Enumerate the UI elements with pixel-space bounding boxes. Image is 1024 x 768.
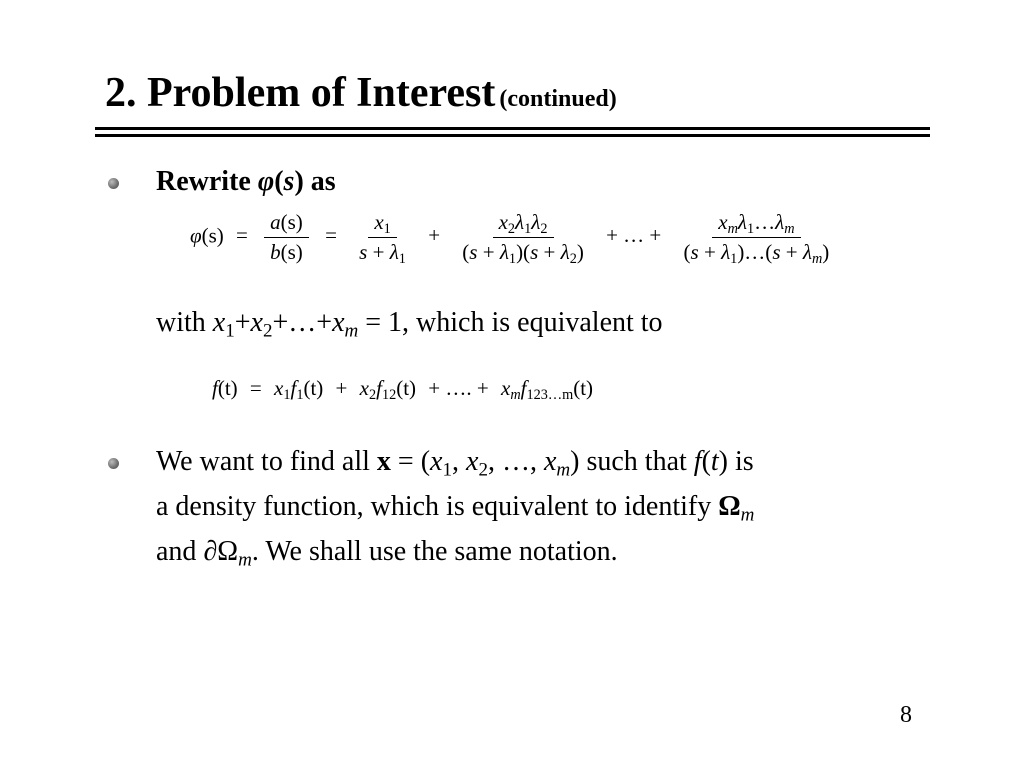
bullet2-line2: a density function, which is equivalent to identify $\Omega_m$ [156, 491, 755, 526]
phi-symbol: φ [257, 166, 275, 197]
bullet-dot [108, 458, 119, 469]
slide-title [105, 72, 617, 114]
bullet1-heading: Rewrite φ(s) as [156, 166, 336, 197]
constraint-line: with $x_1+x_2+\dots+x_m = 1$, which is equivalent to [156, 307, 663, 342]
title-rule-top [95, 127, 930, 130]
page-number: 8 [900, 702, 912, 728]
bullet-dot [108, 178, 119, 189]
bullet2-line1: We want to find all $x = (x_1$, $x_2$, …, $x_m$) such that f(t) is [156, 446, 754, 481]
equation-phi-expansion: φ(s) = $\frac{a(s)}{b(s)}$ = $\frac{x_1}{s + \lambda_1}$ + $\frac{x_2\lambda_1\lambda_2}{(s + \lambda_1)(s + \lambda_2)}$ + … + $\frac{x_m\lambda_1\dots\lambda_m}{(s + \lambda_1)\dots(s + \lambda_m)}$ [190, 212, 839, 263]
fraction-a-over-b: $\frac{a(s)}{b(s)}$ [264, 212, 309, 263]
fraction-term-m: $\frac{x_m\lambda_1\dots\lambda_m}{(s + \lambda_1)\dots(s + \lambda_m)}$ [683, 210, 830, 267]
title-suffix: (continued) [499, 86, 617, 112]
equation-density-mixture: $f(t) = x_1f_1(t) + x_2f_{12}(t)$ + …. + $x_mf_{123\dots m}(t)$ [212, 376, 594, 403]
fraction-term-1: $\frac{x_1}{s + \lambda_1}$ [359, 210, 406, 267]
title-main: 2. Problem of Interest [105, 70, 496, 116]
partial-symbol: ∂ [203, 536, 218, 567]
omega-symbol: Ω [718, 491, 741, 522]
bullet2-line3: and $\partial\Omega_m$. We shall use the same notation. [156, 536, 618, 571]
fraction-term-2: $\frac{x_2\lambda_1\lambda_2}{(s + \lambda_1)(s + \lambda_2)}$ [462, 210, 584, 267]
title-rule-bottom [95, 134, 930, 137]
